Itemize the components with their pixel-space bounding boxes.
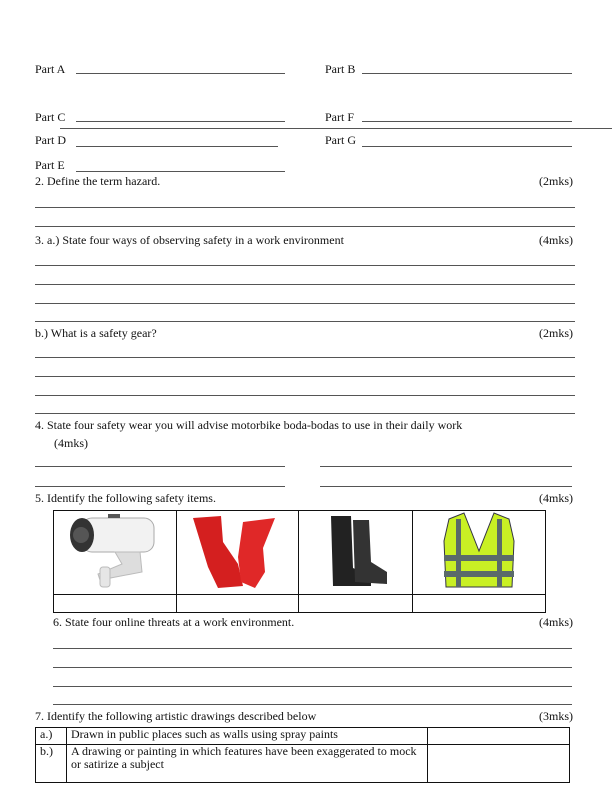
q2-marks: (2mks) — [539, 174, 573, 188]
q3a-text: 3. a.) State four ways of observing safety in a work environment — [35, 233, 344, 247]
answer-line — [320, 466, 572, 467]
row-label: b.) — [36, 745, 67, 783]
q7-text: 7. Identify the following artistic drawings described below — [35, 709, 317, 723]
cctv-camera-image — [54, 511, 177, 595]
reflective-vest-image — [413, 511, 546, 595]
q2-text: 2. Define the term hazard. — [35, 174, 161, 188]
answer-line — [76, 146, 278, 147]
answer-line — [35, 486, 285, 487]
part-e-label: Part E — [35, 158, 65, 172]
answer-line — [35, 226, 575, 227]
artistic-drawings-table — [35, 727, 570, 783]
answer-cell[interactable] — [299, 595, 413, 613]
answer-line — [76, 73, 285, 74]
answer-line — [35, 376, 575, 377]
q5-text: 5. Identify the following safety items. — [35, 491, 216, 505]
answer-line — [76, 171, 285, 172]
q6-text: 6. State four online threats at a work environment. — [53, 615, 295, 629]
q6-marks: (4mks) — [539, 615, 573, 629]
q5-marks: (4mks) — [539, 491, 573, 505]
answer-line — [35, 207, 575, 208]
divider-line — [60, 128, 612, 129]
answer-line — [53, 648, 572, 649]
q4-text: 4. State four safety wear you will advise motorbike boda-bodas to use in their daily work — [35, 418, 463, 432]
answer-line — [362, 146, 572, 147]
answer-line — [362, 121, 572, 122]
part-c-label: Part C — [35, 110, 66, 124]
answer-line — [76, 121, 285, 122]
answer-line — [53, 667, 572, 668]
answer-cell[interactable] — [428, 745, 570, 783]
part-g-label: Part G — [325, 133, 356, 147]
part-f-label: Part F — [325, 110, 355, 124]
answer-line — [35, 284, 575, 285]
row-description: A drawing or painting in which features have been exaggerated to mock or satirize a subject — [67, 745, 428, 783]
answer-cell[interactable] — [54, 595, 177, 613]
answer-line — [320, 486, 572, 487]
answer-cell[interactable] — [177, 595, 299, 613]
answer-cell[interactable] — [428, 728, 570, 745]
row-description: Drawn in public places such as walls using spray paints — [67, 728, 428, 745]
q3b-marks: (2mks) — [539, 326, 573, 340]
answer-line — [35, 466, 285, 467]
row-label: a.) — [36, 728, 67, 745]
safety-items-table — [53, 510, 546, 613]
red-gloves-image — [177, 511, 299, 595]
answer-line — [35, 265, 575, 266]
answer-line — [362, 73, 572, 74]
q4-marks: (4mks) — [54, 436, 88, 450]
answer-line — [35, 395, 575, 396]
answer-line — [35, 321, 575, 322]
answer-line — [35, 413, 575, 414]
answer-line — [35, 303, 575, 304]
answer-line — [53, 704, 572, 705]
q3a-marks: (4mks) — [539, 233, 573, 247]
part-d-label: Part D — [35, 133, 66, 147]
answer-line — [53, 686, 572, 687]
answer-cell[interactable] — [413, 595, 546, 613]
answer-line — [35, 357, 575, 358]
part-b-label: Part B — [325, 62, 356, 76]
q7-marks: (3mks) — [539, 709, 573, 723]
part-a-label: Part A — [35, 62, 66, 76]
q3b-text: b.) What is a safety gear? — [35, 326, 157, 340]
gumboots-image — [299, 511, 413, 595]
